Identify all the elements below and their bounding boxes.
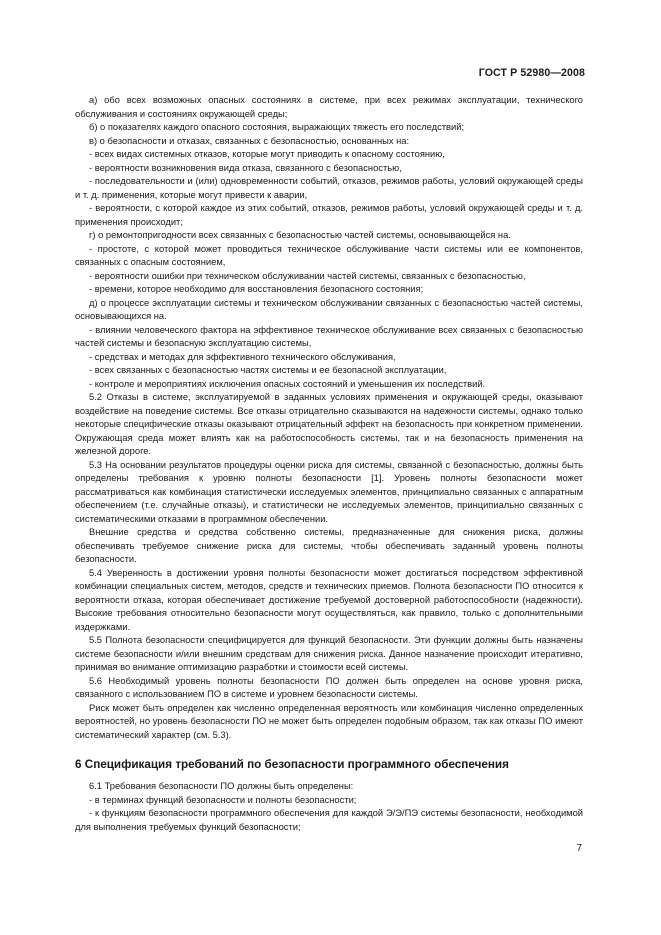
body-paragraph: - влиянии человеческого фактора на эффективное техническое обслуживание всех связанных с безопасностью частей системы и безопасную эксплуатацию системы, bbox=[75, 324, 583, 348]
body-paragraph: г) о ремонтопригодности всех связанных с безопасностью частей системы, основывающейся на. bbox=[89, 230, 511, 240]
body-paragraph: в) о безопасности и отказах, связанных с безопасностью, основанных на: bbox=[89, 135, 410, 146]
body-paragraph: 5.5 Полнота безопасности специфицируется для функций безопасности. Эти функции должны быть назначены системе безопасности и/или внешним средствам для снижения риска. Данное назначение происходит итеративно, принимая во внимание оптимизацию разработки и стоимости всей системы. bbox=[75, 635, 583, 672]
body-paragraph: б) о показателях каждого опасного состояния, выражающих тяжесть его последствий; bbox=[89, 122, 465, 132]
body-paragraph: а) обо всех возможных опасных состояниях в системе, при всех режимах эксплуатации, технического обслуживания и состояниях окружающей среды; bbox=[75, 95, 583, 119]
body-paragraph: - в терминах функций безопасности и полноты безопасности; bbox=[89, 794, 357, 805]
body-paragraph: - вероятности ошибки при техническом обслуживании частей системы, связанных с безопасностью, bbox=[89, 270, 526, 281]
document-body bbox=[75, 94, 583, 834]
body-paragraph: - вероятности, с которой каждое из этих событий, отказов, режимов работы, условий окружающей среды и т. д. применения происходит; bbox=[75, 203, 583, 227]
body-paragraph: 5.6 Необходимый уровень полноты безопасности ПО должен быть определен на основе уровня риска, связанного с использованием ПО в системе и уровнем безопасности системы. bbox=[75, 675, 583, 699]
body-paragraph: 6.1 Требования безопасности ПО должны быть определены: bbox=[89, 781, 354, 791]
body-paragraph: - простоте, с которой может проводиться техническое обслуживание части системы или ее компонентов, связанных с опасным состоянием, bbox=[75, 243, 583, 267]
body-paragraph: 5.4 Уверенность в достижении уровня полноты безопасности может достигаться посредством эффективной комбинации специальных систем, методов, средств и технических приемов. Полнота безопасности ПО относится к вероятности отказа, которая обеспечивает достижение требуемой достоверной работоспособности (надежности). Высокие требования относительно безопасности могут осуществляться, как правило, только с дополнительными издержками. bbox=[75, 567, 583, 632]
body-paragraph: - всех видах системных отказов, которые могут приводить к опасному состоянию, bbox=[89, 149, 445, 159]
body-paragraph: - средствах и методах для эффективного технического обслуживания, bbox=[89, 351, 396, 362]
page-number: 7 bbox=[576, 843, 582, 854]
section-heading: 6 Спецификация требований по безопасности программного обеспечения bbox=[75, 758, 509, 771]
body-paragraph: 5.3 На основании результатов процедуры оценки риска для системы, связанной с безопасностью, должны быть определены требования к уровню полноты безопасности [1]. Уровень полноты безопасности может рассматриваться как комбинация статистически исследуемых элементов, принципиально связанных с аппаратным обеспечением (т.е. случайные отказы), и статистически не исследуемых элементов, принципиально связанных с систематическими отказами в программном обеспечении. bbox=[75, 459, 583, 524]
body-paragraph: - всех связанных с безопасностью частях системы и ее безопасной эксплуатации, bbox=[89, 365, 447, 375]
document-code: ГОСТ Р 52980—2008 bbox=[478, 67, 585, 79]
body-paragraph: 5.2 Отказы в системе, эксплуатируемой в заданных условиях применения и окружающей среды, оказывают воздействие на поведение системы. Все отказы отрицательно сказываются на надежности системы, однако только некоторые специфические отказы оказывают отрицательный эффект на безопасность при конкретном применении. Окружающая среда может влиять как на работоспособность системы, так и на безопасность применения на железной дороге. bbox=[75, 392, 583, 456]
body-paragraph: Внешние средства и средства собственно системы, предназначенные для снижения риска, должны обеспечивать требуемое снижение риска для системы, чтобы обеспечивать заданный уровень полноты безопасности. bbox=[75, 527, 583, 564]
body-paragraph: - вероятности возникновения вида отказа, связанного с безопасностью, bbox=[89, 162, 402, 173]
body-paragraph: Риск может быть определен как численно определенная вероятность или комбинация численно определенных вероятностей, но уровень безопасности ПО не может быть определен подобным образом, так как отказы ПО имеют систематический характер (см. 5.3). bbox=[75, 702, 583, 740]
body-paragraph: - контроле и мероприятиях исключения опасных состояний и уменьшения их последствий. bbox=[89, 378, 486, 389]
body-paragraph: - последовательности и (или) одновременности событий, отказов, режимов работы, условий окружающей среды и т. д. применения, которые могут привести к аварии, bbox=[75, 176, 583, 200]
body-paragraph: - времени, которое необходимо для восстановления безопасного состояния; bbox=[89, 284, 424, 294]
body-paragraph: - к функциям безопасности программного обеспечения для каждой Э/Э/ПЭ системы безопасности, необходимой для выполнения требуемых функций безопасности; bbox=[75, 808, 583, 832]
body-paragraph: д) о процессе эксплуатации системы и техническом обслуживании связанных с безопасностью частей системы, основывающихся на. bbox=[75, 297, 583, 321]
